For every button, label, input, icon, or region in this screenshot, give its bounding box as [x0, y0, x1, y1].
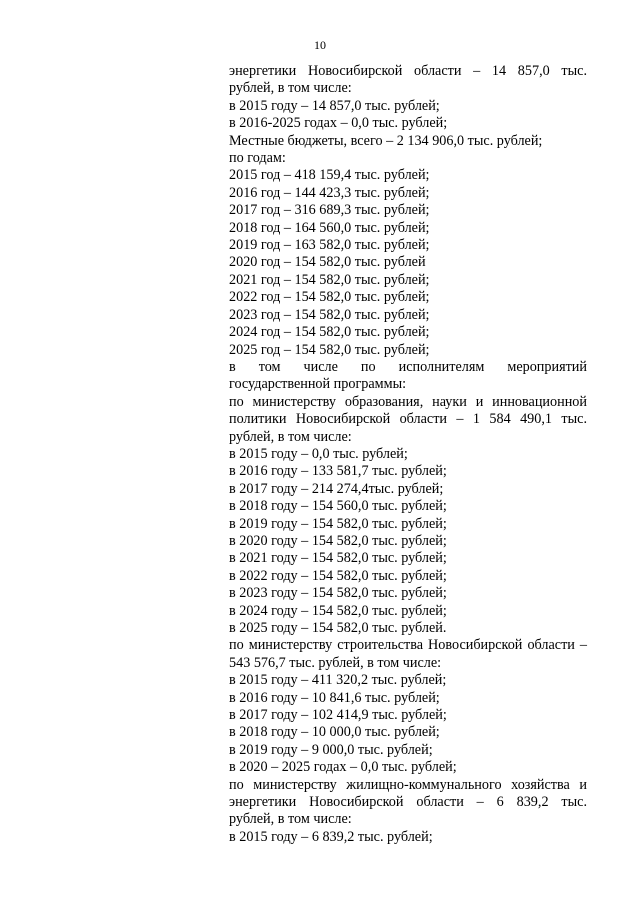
text-line: в 2020 – 2025 годах – 0,0 тыс. рублей; [229, 759, 457, 776]
text-line: 2016 год – 144 423,3 тыс. рублей; [229, 184, 430, 201]
text-line: в 2019 году – 9 000,0 тыс. рублей; [229, 741, 433, 758]
text-line: по министерству жилищно-коммунального хозяйства и [229, 776, 587, 793]
text-line: в 2021 году – 154 582,0 тыс. рублей; [229, 550, 447, 567]
text-line: в 2023 году – 154 582,0 тыс. рублей; [229, 585, 447, 602]
text-line: в 2016-2025 годах – 0,0 тыс. рублей; [229, 115, 448, 132]
text-line: энергетики Новосибирской области – 6 839,2 тыс. [229, 794, 587, 811]
text-line: по министерству образования, науки и инновационной [229, 393, 587, 410]
text-line: Местные бюджеты, всего – 2 134 906,0 тыс. рублей; [229, 132, 543, 149]
text-line: государственной программы: [229, 376, 407, 393]
text-line: 2024 год – 154 582,0 тыс. рублей; [229, 324, 430, 341]
text-line: в 2016 году – 10 841,6 тыс. рублей; [229, 689, 440, 706]
text-line: 2015 год – 418 159,4 тыс. рублей; [229, 167, 430, 184]
text-line: в 2025 году – 154 582,0 тыс. рублей. [229, 620, 447, 636]
text-line: в 2019 году – 154 582,0 тыс. рублей; [229, 515, 447, 532]
text-line: по годам: [229, 150, 286, 167]
text-line: в 2015 году – 6 839,2 тыс. рублей; [229, 828, 433, 845]
text-line: в 2024 году – 154 582,0 тыс. рублей; [229, 602, 447, 619]
text-line: в 2018 году – 154 560,0 тыс. рублей; [229, 498, 447, 515]
text-line: в 2015 году – 0,0 тыс. рублей; [229, 445, 408, 462]
text-line: в том числе по исполнителям мероприятий [229, 358, 587, 375]
text-line: политики Новосибирской области – 1 584 490,1 тыс. [229, 411, 587, 428]
text-line: 543 576,7 тыс. рублей, в том числе: [229, 654, 442, 671]
text-line: в 2018 году – 10 000,0 тыс. рублей; [229, 724, 440, 741]
text-line: в 2015 году – 411 320,2 тыс. рублей; [229, 672, 447, 689]
text-line: 2021 год – 154 582,0 тыс. рублей; [229, 271, 430, 288]
text-line: 2025 год – 154 582,0 тыс. рублей; [229, 341, 430, 358]
text-line: по министерству строительства Новосибирской области – [229, 637, 587, 654]
text-line: 2023 год – 154 582,0 тыс. рублей; [229, 306, 430, 323]
text-line: 2017 год – 316 689,3 тыс. рублей; [229, 202, 430, 219]
text-line: в 2022 году – 154 582,0 тыс. рублей; [229, 567, 447, 584]
text-line: 2020 год – 154 582,0 тыс. рублей [229, 254, 426, 271]
text-line: 2018 год – 164 560,0 тыс. рублей; [229, 219, 430, 236]
text-line: 2022 год – 154 582,0 тыс. рублей; [229, 289, 430, 306]
text-line: в 2015 году – 14 857,0 тыс. рублей; [229, 97, 440, 114]
text-line: рублей, в том числе: [229, 80, 352, 97]
page-number: 10 [314, 38, 326, 52]
text-line: в 2017 году – 214 274,4тыс. рублей; [229, 480, 444, 497]
text-line: в 2020 году – 154 582,0 тыс. рублей; [229, 532, 447, 549]
text-line: рублей, в том числе: [229, 811, 352, 828]
text-line: рублей, в том числе: [229, 428, 352, 445]
text-line: энергетики Новосибирской области – 14 857,0 тыс. [229, 63, 587, 79]
text-line: в 2017 году – 102 414,9 тыс. рублей; [229, 707, 447, 724]
text-line: в 2016 году – 133 581,7 тыс. рублей; [229, 463, 447, 480]
text-line: 2019 год – 163 582,0 тыс. рублей; [229, 237, 430, 254]
body-text [229, 63, 587, 846]
